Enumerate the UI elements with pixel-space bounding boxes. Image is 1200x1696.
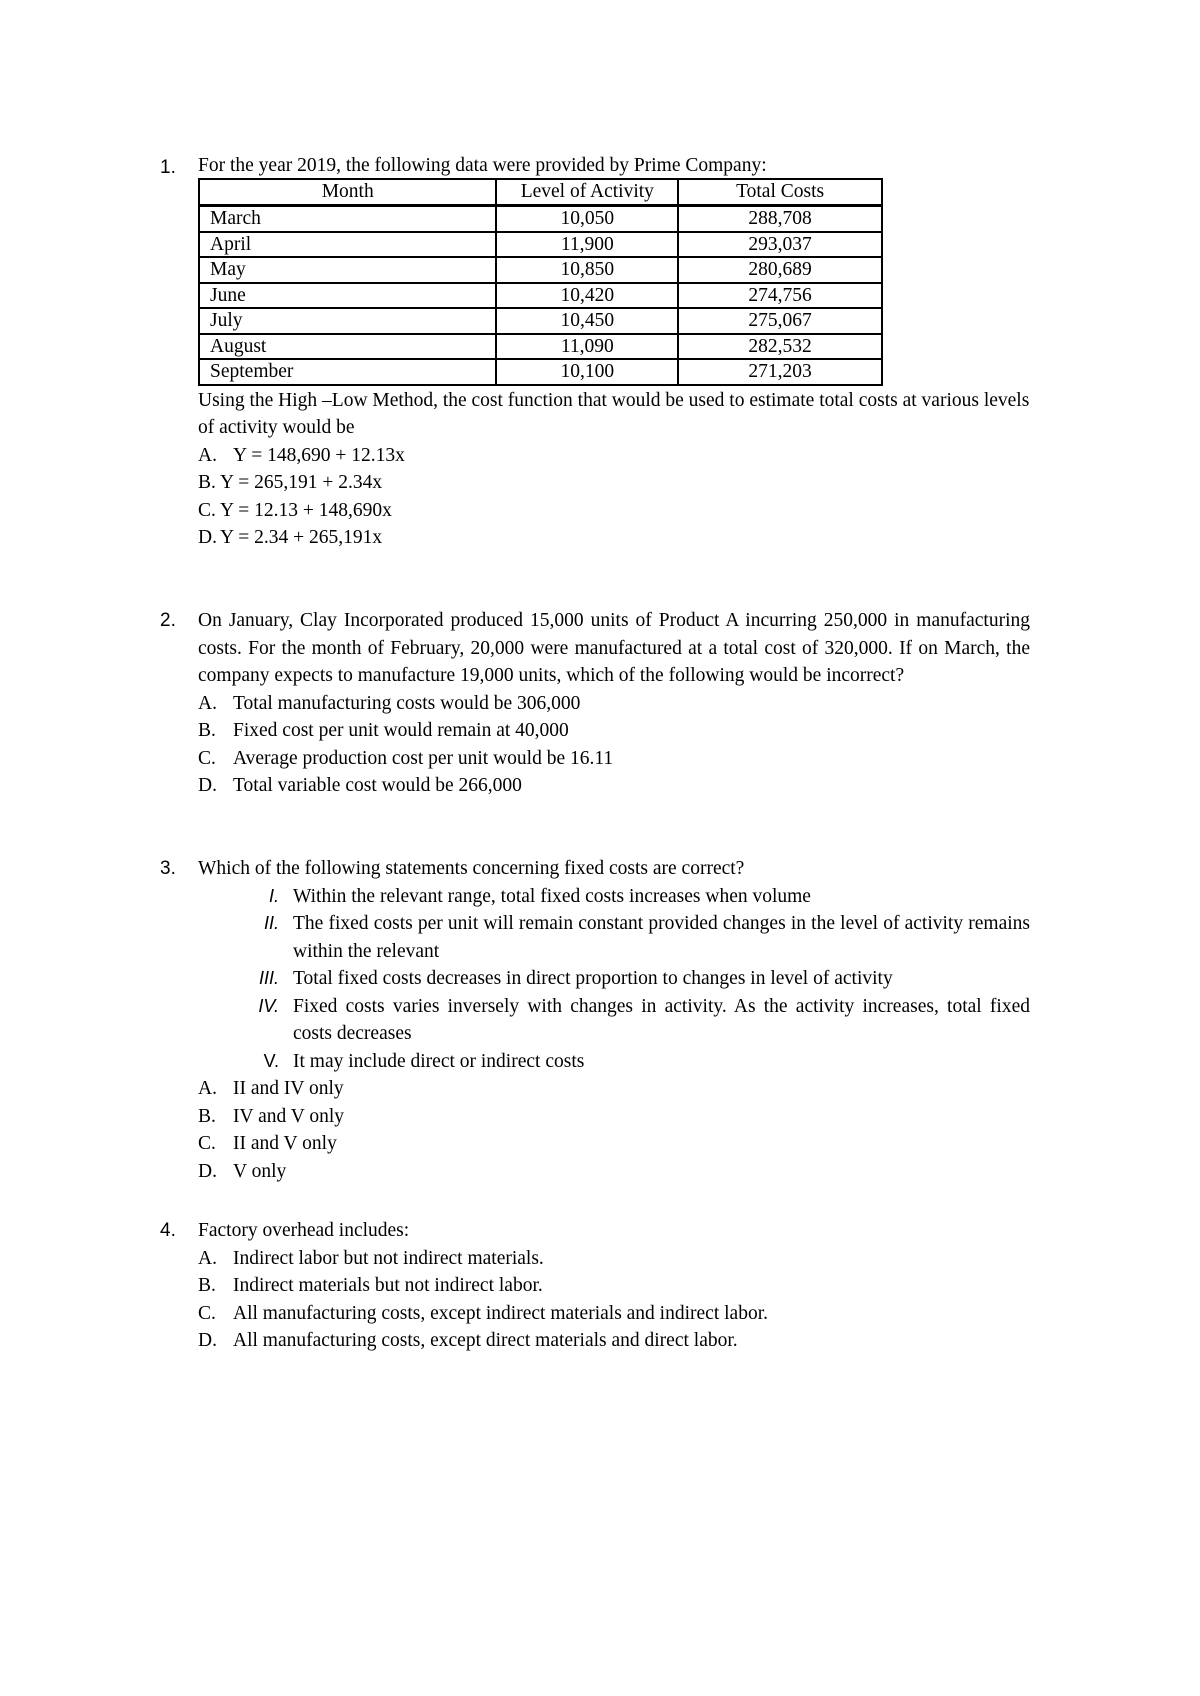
option-letter: D. <box>198 775 217 796</box>
option-text: Indirect labor but not indirect materials. <box>233 1247 544 1269</box>
answer-option-b <box>198 1272 1030 1300</box>
option-letter: D. <box>198 527 217 548</box>
cell-cost: 280,689 <box>678 257 882 283</box>
option-letter: B. <box>198 472 216 493</box>
question-stem: For the year 2019, the following data were provided by Prime Company: <box>198 155 767 176</box>
question-4 <box>160 1217 1030 1355</box>
option-text: Total variable cost would be 266,000 <box>233 775 522 796</box>
statement-number: I. <box>268 885 279 906</box>
statement-text: Fixed costs varies inversely with changes in activity. As the activity increases, total fixed costs decreases <box>293 995 1030 1044</box>
column-header-total-costs: Total Costs <box>678 179 882 206</box>
statement-item <box>240 1048 1030 1076</box>
cell-cost: 274,756 <box>678 283 882 309</box>
option-letter: A. <box>198 1247 217 1269</box>
question-number: 4. <box>160 1220 176 1241</box>
table-row <box>199 232 882 258</box>
statement-item <box>240 993 1030 1048</box>
cell-month: March <box>199 206 496 232</box>
table-row <box>199 283 882 309</box>
option-letter: A. <box>198 444 217 466</box>
cell-activity: 10,850 <box>496 257 678 283</box>
option-letter: C. <box>198 499 216 521</box>
cell-activity: 10,420 <box>496 283 678 309</box>
option-text: Y = 12.13 + 148,690x <box>220 499 392 521</box>
question-stem: On January, Clay Incorporated produced 15,000 units of Product A incurring 250,000 in manufacturing costs. For the month of February, 20,000 were manufactured at a total cost of 320,000. If on March, the company expects to manufacture 19,000 units, which of the following would be incorrect? <box>198 610 1030 686</box>
option-text: All manufacturing costs, except indirect materials and indirect labor. <box>233 1302 768 1324</box>
answer-option-c <box>198 1300 1030 1328</box>
option-text: Y = 148,690 + 12.13x <box>233 444 405 466</box>
statement-item <box>240 965 1030 993</box>
cell-month: April <box>199 232 496 258</box>
statement-number: V. <box>263 1050 279 1071</box>
option-letter: D. <box>198 1330 217 1351</box>
table-row <box>199 206 882 232</box>
cell-activity: 11,090 <box>496 334 678 360</box>
option-text: Fixed cost per unit would remain at 40,000 <box>233 720 569 741</box>
cell-activity: 11,900 <box>496 232 678 258</box>
answer-option-c <box>198 1130 1030 1158</box>
option-letter: C. <box>198 1133 216 1154</box>
cell-cost: 275,067 <box>678 308 882 334</box>
cell-cost: 271,203 <box>678 359 882 385</box>
column-header-level-of-activity: Level of Activity <box>496 179 678 206</box>
option-letter: C. <box>198 747 216 769</box>
statement-number: IV. <box>258 995 279 1016</box>
option-letter: A. <box>198 1078 217 1099</box>
answer-option-c <box>198 745 1030 773</box>
answer-option-a <box>198 690 1030 718</box>
question-1 <box>160 154 1030 552</box>
cell-activity: 10,100 <box>496 359 678 385</box>
answer-option-c <box>198 497 1030 525</box>
option-letter: D. <box>198 1160 217 1182</box>
table-row <box>199 334 882 360</box>
option-text: V only <box>233 1160 287 1182</box>
cell-activity: 10,050 <box>496 206 678 232</box>
answer-option-b <box>198 1103 1030 1131</box>
table-row <box>199 359 882 385</box>
option-letter: B. <box>198 1275 216 1296</box>
table-header-row <box>199 179 882 206</box>
option-text: Total manufacturing costs would be 306,000 <box>233 692 581 714</box>
statement-text: Total fixed costs decreases in direct proportion to changes in level of activity <box>293 968 893 989</box>
answer-option-d <box>198 1327 1030 1355</box>
question-number: 3. <box>160 858 176 879</box>
statement-number: II. <box>263 913 279 933</box>
answer-option-a <box>198 1245 1030 1273</box>
answer-option-a <box>198 1075 1030 1103</box>
statement-number: III. <box>258 968 279 988</box>
statement-item <box>240 910 1030 965</box>
option-text: II and IV only <box>233 1078 344 1099</box>
cell-month: May <box>199 257 496 283</box>
question-stem: Factory overhead includes: <box>198 1220 410 1241</box>
table-row <box>199 257 882 283</box>
statement-list <box>240 883 1030 1076</box>
cell-month: June <box>199 283 496 309</box>
option-text: All manufacturing costs, except direct materials and direct labor. <box>233 1330 738 1351</box>
question-2 <box>160 607 1030 800</box>
answer-option-a <box>198 442 1030 470</box>
cell-month: August <box>199 334 496 360</box>
question-stem: Which of the following statements concerning fixed costs are correct? <box>198 858 745 879</box>
answer-option-d <box>198 524 1030 552</box>
option-letter: C. <box>198 1302 216 1324</box>
option-text: IV and V only <box>233 1105 345 1127</box>
question-prompt: Using the High –Low Method, the cost function that would be used to estimate total costs at various levels of activity would be <box>198 389 1030 438</box>
cost-data-table <box>198 178 883 386</box>
cell-month: September <box>199 359 496 385</box>
question-number: 1. <box>160 157 176 178</box>
question-3 <box>160 855 1030 1185</box>
option-letter: B. <box>198 720 216 741</box>
option-text: Y = 2.34 + 265,191x <box>220 527 383 548</box>
cell-cost: 282,532 <box>678 334 882 360</box>
statement-text: It may include direct or indirect costs <box>293 1050 585 1072</box>
answer-option-d <box>198 772 1030 800</box>
cell-activity: 10,450 <box>496 308 678 334</box>
cell-cost: 293,037 <box>678 232 882 258</box>
option-text: Y = 265,191 + 2.34x <box>220 472 383 493</box>
cell-month: July <box>199 308 496 334</box>
statement-text: The fixed costs per unit will remain constant provided changes in the level of activity remains within the relevant <box>293 913 1030 962</box>
answer-option-b <box>198 469 1030 497</box>
option-text: Average production cost per unit would be 16.11 <box>233 747 614 769</box>
option-letter: B. <box>198 1105 216 1127</box>
cell-cost: 288,708 <box>678 206 882 232</box>
answer-option-d <box>198 1158 1030 1186</box>
column-header-month: Month <box>199 179 496 206</box>
statement-text: Within the relevant range, total fixed costs increases when volume <box>293 885 811 907</box>
answer-option-b <box>198 717 1030 745</box>
option-text: II and V only <box>233 1133 337 1154</box>
table-row <box>199 308 882 334</box>
option-letter: A. <box>198 692 217 714</box>
question-number: 2. <box>160 610 176 631</box>
statement-item <box>240 883 1030 911</box>
option-text: Indirect materials but not indirect labor. <box>233 1275 543 1296</box>
